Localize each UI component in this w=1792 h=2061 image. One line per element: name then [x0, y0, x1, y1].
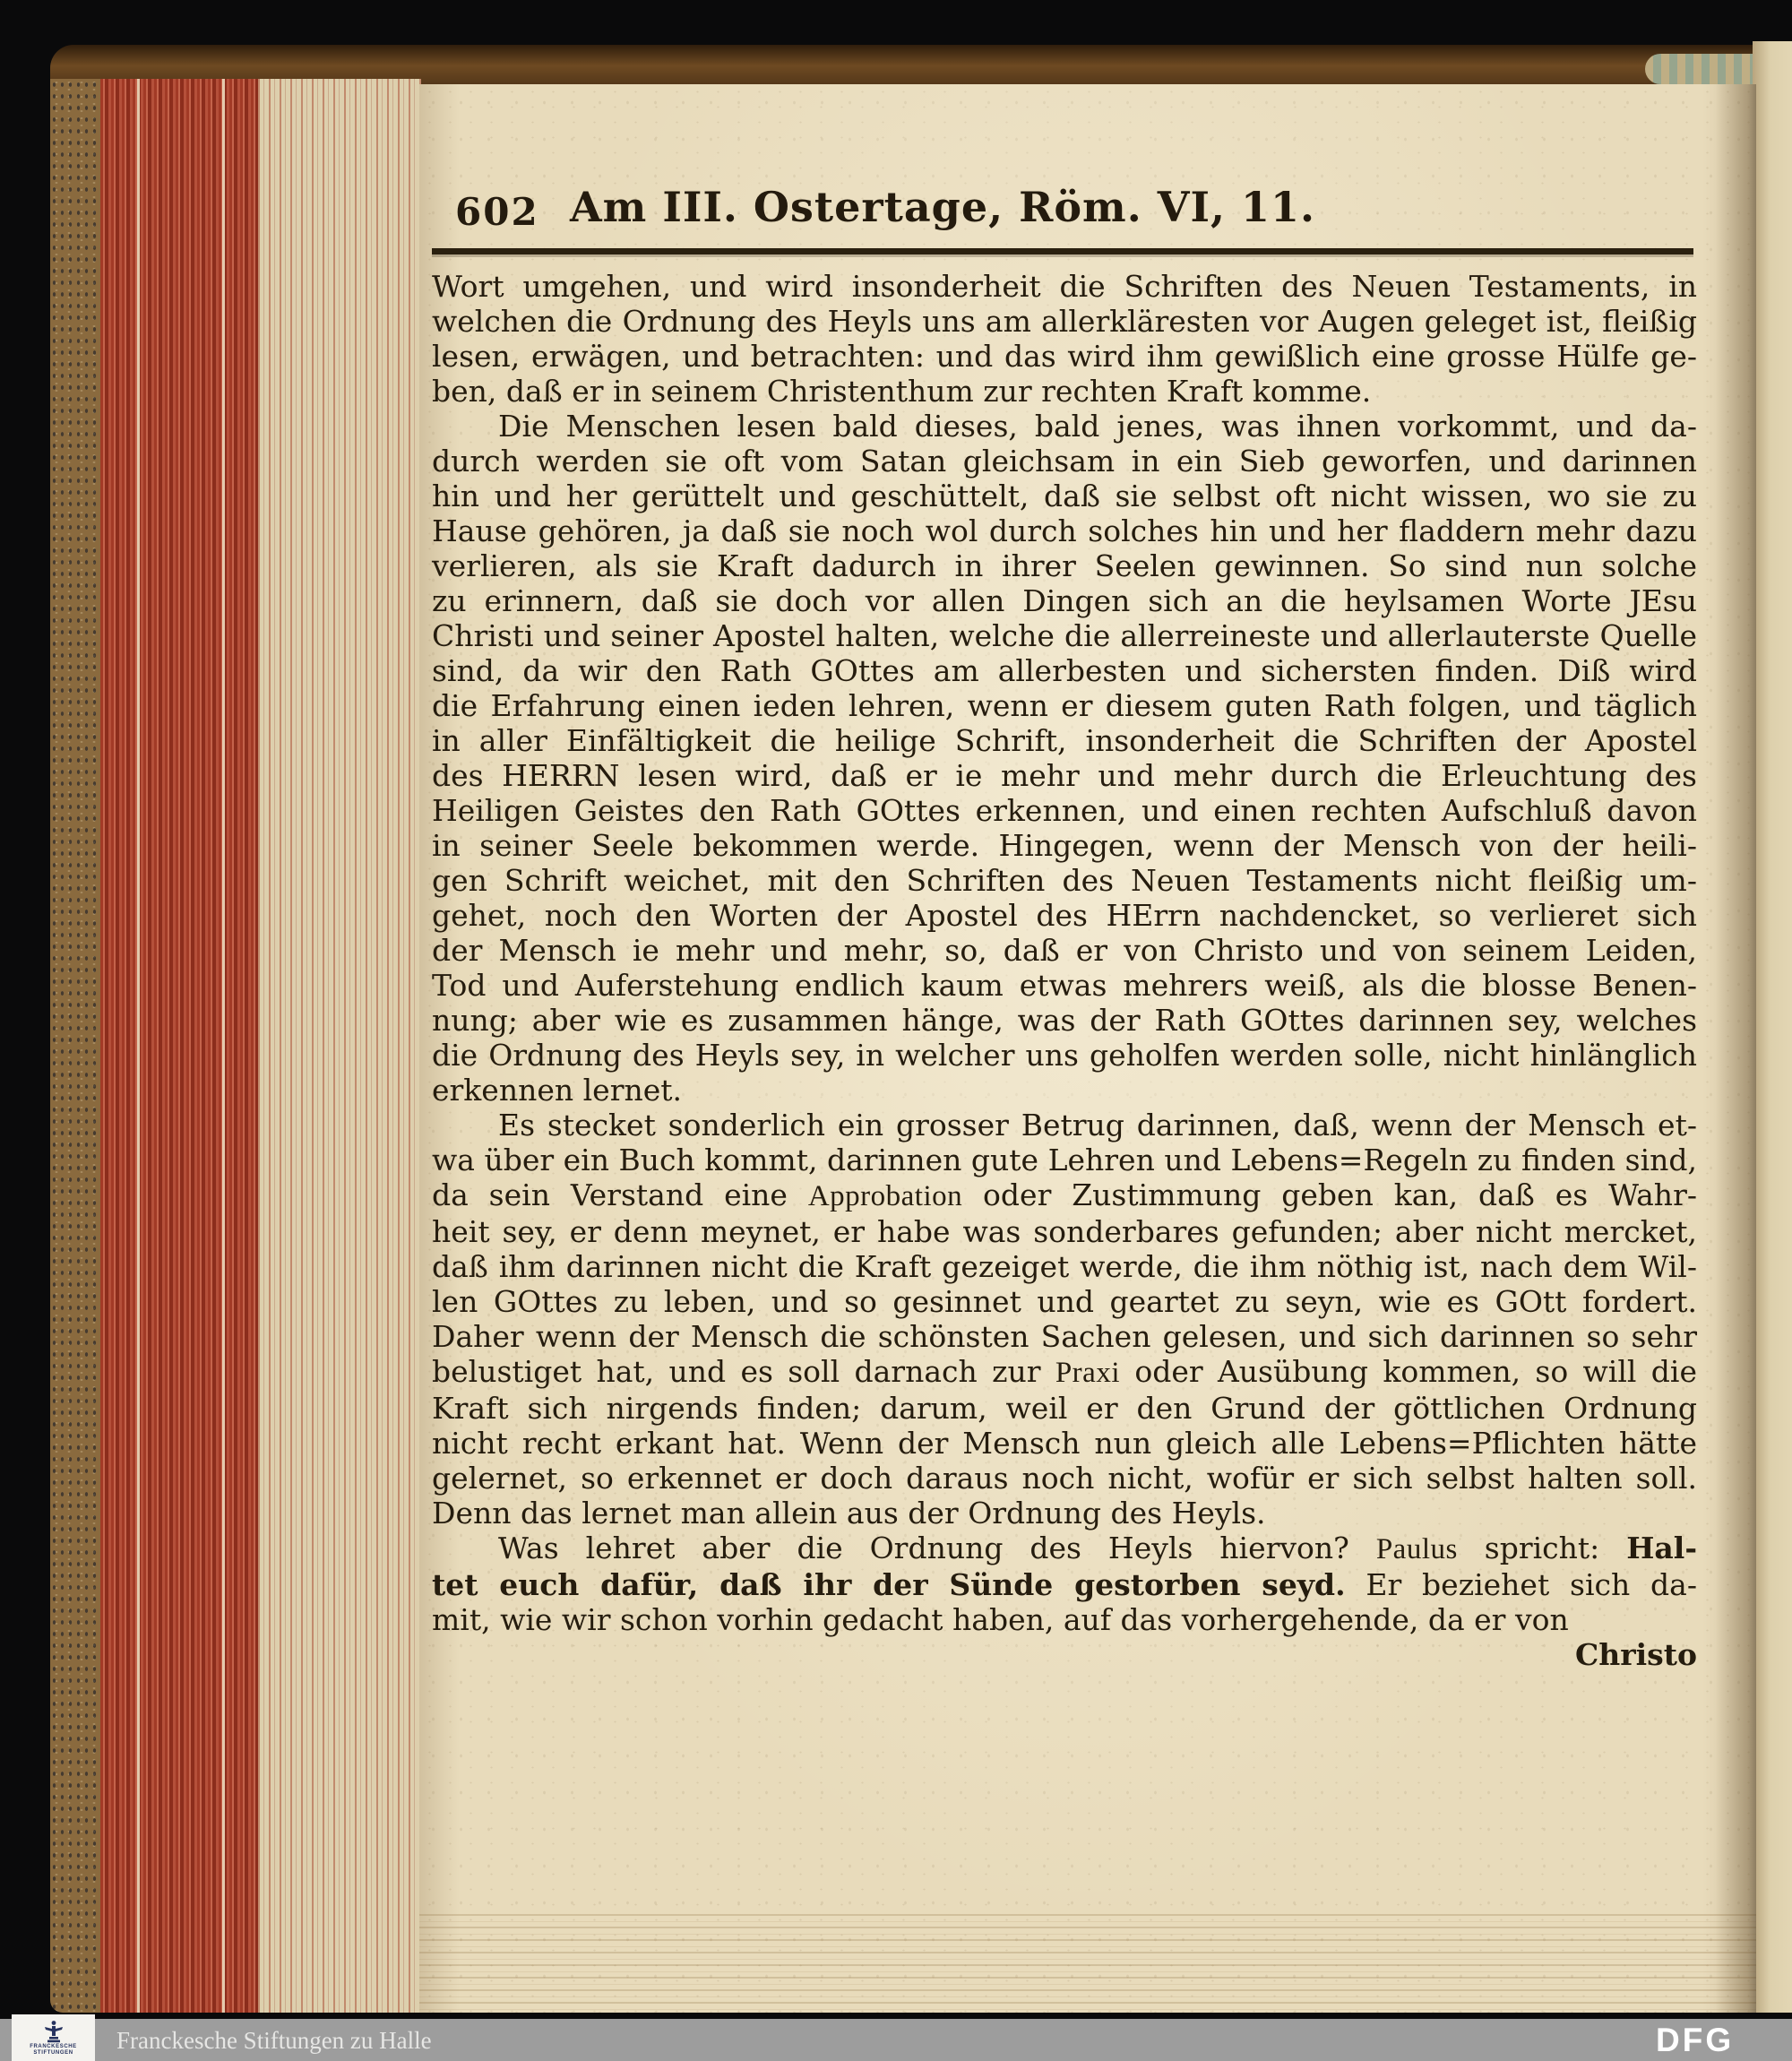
text-line: tet euch dafür, daß ihr der Sünde gestorben seyd. Er beziehet sich da- [432, 1567, 1697, 1602]
text-line: nung; aber wie es zusammen hänge, was der Rath GOttes darinnen sey, welches [432, 1003, 1697, 1038]
body-text [432, 269, 1697, 1637]
text-line: Hause gehören, ja daß sie noch wol durch solches hin und her fladdern mehr dazu [432, 513, 1697, 548]
book-fore-edge [50, 79, 421, 2013]
text-line: der Mensch ie mehr und mehr, so, daß er von Christo und von seinem Leiden, [432, 933, 1697, 968]
text-line: durch werden sie oft vom Satan gleichsam in ein Sieb geworfen, und darinnen [432, 444, 1697, 479]
text-line: die Ordnung des Heyls sey, in welcher uns geholfen werden solle, nicht hinlänglich [432, 1038, 1697, 1073]
text-line: Daher wenn der Mensch die schönsten Sachen gelesen, und sich darinnen so sehr [432, 1319, 1697, 1354]
text-line: Die Menschen lesen bald dieses, bald jenes, was ihnen vorkommt, und da- [498, 409, 1697, 444]
text-line: sind, da wir den Rath GOttes am allerbesten und sichersten finden. Diß wird [432, 653, 1697, 688]
text-line: gelernet, so erkennet er doch daraus noch nicht, wofür er sich selbst halten soll. [432, 1461, 1697, 1496]
book-cover-edge [50, 79, 100, 2013]
text-line: Wort umgehen, und wird insonderheit die Schriften des Neuen Testaments, in [432, 269, 1697, 304]
viewer-footer [0, 2019, 1792, 2061]
text-line: da sein Verstand eine Approbation oder Zustimmung geben kan, daß es Wahr- [432, 1177, 1697, 1212]
text-line: erkennen lernet. [432, 1073, 683, 1108]
institution-name: Franckesche Stiftungen zu Halle [116, 2027, 432, 2054]
text-line: Es stecket sonderlich ein grosser Betrug darinnen, daß, wenn der Mensch et- [498, 1108, 1697, 1143]
text-line: die Erfahrung einen ieden lehren, wenn er diesem guten Rath folgen, und täglich [432, 688, 1697, 723]
franckesche-eagle-icon [44, 2020, 64, 2043]
text-line: daß ihm darinnen nicht die Kraft gezeiget werde, die ihm nöthig ist, nach dem Wil- [432, 1249, 1697, 1284]
text-line: gen Schrift weichet, mit den Schriften des Neuen Testaments nicht fleißig um- [432, 863, 1697, 898]
page-edges-light [258, 79, 421, 2013]
text-line: in seiner Seele bekommen werde. Hingegen, wenn der Mensch von der heili- [432, 828, 1697, 863]
text-line: len GOttes zu leben, und so gesinnet und geartet zu seyn, wie es GOtt fordert. [432, 1284, 1697, 1319]
page-header [432, 183, 1697, 240]
text-line: hin und her gerüttelt und geschüttelt, daß sie selbst oft nicht wissen, wo sie zu [432, 479, 1697, 513]
book-page [419, 84, 1756, 2013]
text-line: belustiget hat, und es soll darnach zur Praxi oder Ausübung kommen, so will die [432, 1354, 1697, 1389]
text-line: wa über ein Buch kommt, darinnen gute Lehren und Lebens=Regeln zu finden sind, [432, 1143, 1697, 1177]
text-line: in aller Einfältigkeit die heilige Schrift, insonderheit die Schriften der Apostel [432, 723, 1697, 758]
text-line: nicht recht erkant hat. Wenn der Mensch nun gleich alle Lebens=Pflichten hätte [432, 1426, 1697, 1461]
text-line: Heiligen Geistes den Rath GOttes erkennen, und einen rechten Aufschluß davon [432, 793, 1697, 828]
text-line: ben, daß er in seinem Christenthum zur rechten Kraft komme. [432, 374, 1372, 409]
institution-logo [12, 2014, 95, 2061]
text-line: gehet, noch den Worten der Apostel des HErrn nachdencket, so verlieret sich [432, 898, 1697, 933]
running-title: Am III. Ostertage, Röm. VI, 11. [569, 183, 1316, 231]
page-number: 602 [455, 190, 539, 234]
page-edges-red [100, 79, 258, 2013]
text-line: lesen, erwägen, und betrachten: und das wird ihm gewißlich eine grosse Hülfe ge- [432, 339, 1697, 374]
dfg-logo: DFG [1656, 2022, 1735, 2058]
adjacent-page-edge [1753, 41, 1792, 2013]
institution-logo-caption: FRANCKESCHE STIFTUNGEN [30, 2043, 77, 2056]
text-line: verlieren, als sie Kraft dadurch in ihrer Seelen gewinnen. So sind nun solche [432, 548, 1697, 583]
text-line: welchen die Ordnung des Heyls uns am allerkläresten vor Augen geleget ist, fleißig [432, 304, 1697, 339]
text-line: Christi und seiner Apostel halten, welche die allerreineste und allerlauterste Quelle [432, 618, 1697, 653]
page-bottom-edges [419, 1914, 1756, 2013]
text-line: heit sey, er denn meynet, er habe was sonderbares gefunden; aber nicht mercket, [432, 1214, 1697, 1249]
text-line: Tod und Auferstehung endlich kaum etwas mehrers weiß, als die blosse Benen- [432, 968, 1697, 1003]
text-line: Kraft sich nirgends finden; darum, weil er den Grund der göttlichen Ordnung [432, 1391, 1697, 1426]
catchword: Christo [1574, 1637, 1697, 1672]
text-line: zu erinnern, daß sie doch vor allen Dingen sich an die heylsamen Worte JEsu [432, 583, 1697, 618]
text-line: des HERRN lesen wird, daß er ie mehr und mehr durch die Erleuchtung des [432, 758, 1697, 793]
gutter-shadow [1715, 84, 1756, 2013]
text-line: mit, wie wir schon vorhin gedacht haben, auf das vorhergehende, da er von [432, 1602, 1569, 1637]
header-rule [432, 248, 1693, 254]
text-line: Denn das lernet man allein aus der Ordnung des Heyls. [432, 1496, 1266, 1531]
text-line: Was lehret aber die Ordnung des Heyls hiervon? Paulus spricht: Hal- [498, 1531, 1698, 1565]
